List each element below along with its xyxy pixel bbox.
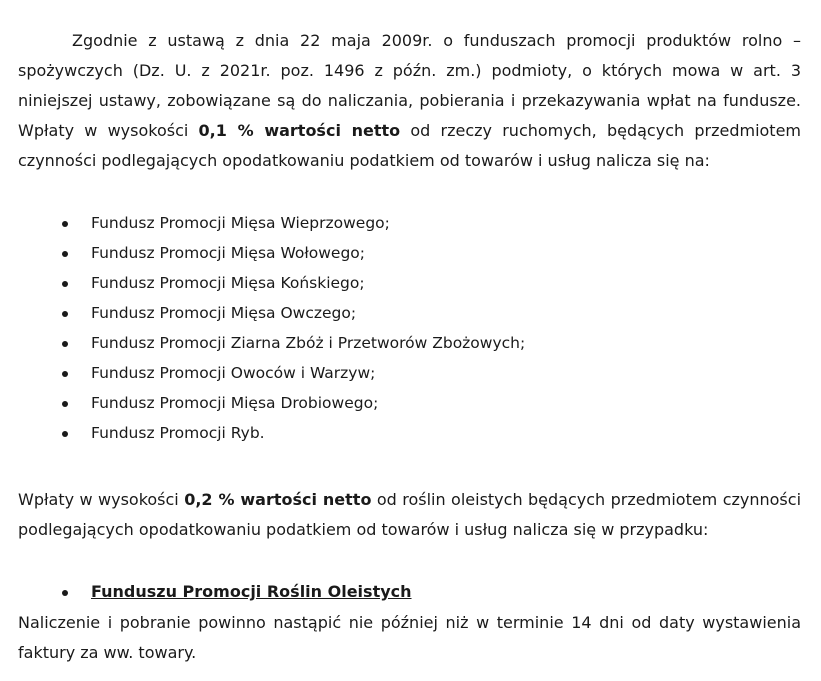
list-item: Fundusz Promocji Mięsa Owczego; — [56, 298, 525, 328]
oilseed-fund-list — [56, 577, 412, 607]
rate-02-percent: 0,2 % wartości netto — [184, 490, 372, 509]
intro-paragraph — [18, 26, 801, 176]
list-item: Fundusz Promocji Mięsa Drobiowego; — [56, 388, 525, 418]
oilseed-fund-item: Funduszu Promocji Roślin Oleistych — [56, 577, 412, 607]
intro-text-start: Zgodnie z ustawą z dnia 22 maja 2009r. o funduszach promocji produktów rolno – spożywczych (Dz. U. z 2021r. poz. 1496 z późn. zm.) podmioty, o których mowa w art. 3 niniejszej ustawy, zobowiązane są do naliczania, pobierania i przekazywania wpłat na fundusze. Wpłaty w wysokości — [18, 31, 801, 140]
list-item: Fundusz Promocji Ryb. — [56, 418, 525, 448]
intro-text-end: od rzeczy ruchomych, będących przedmiotem czynności podlegających opodatkowaniu podatkiem od towarów i usług nalicza się na: — [18, 121, 802, 170]
rate-01-percent: 0,1 % wartości netto — [198, 121, 401, 140]
oilseed-text-end: od roślin oleistych będących przedmiotem czynności podlegających opodatkowaniu podatkiem od towarów i usług nalicza się w przypadku: — [18, 490, 802, 539]
list-item: Fundusz Promocji Mięsa Wieprzowego; — [56, 208, 525, 238]
list-item: Fundusz Promocji Ziarna Zbóż i Przetworów Zbożowych; — [56, 328, 525, 358]
oilseed-paragraph — [18, 485, 801, 545]
deadline-paragraph: Naliczenie i pobranie powinno nastąpić nie później niż w terminie 14 dni od daty wystawienia faktury za ww. towary. — [18, 613, 801, 662]
list-item: Fundusz Promocji Mięsa Wołowego; — [56, 238, 525, 268]
funds-list — [56, 208, 525, 448]
list-item: Fundusz Promocji Owoców i Warzyw; — [56, 358, 525, 388]
list-item: Fundusz Promocji Mięsa Końskiego; — [56, 268, 525, 298]
oilseed-text-start: Wpłaty w wysokości — [18, 490, 185, 509]
